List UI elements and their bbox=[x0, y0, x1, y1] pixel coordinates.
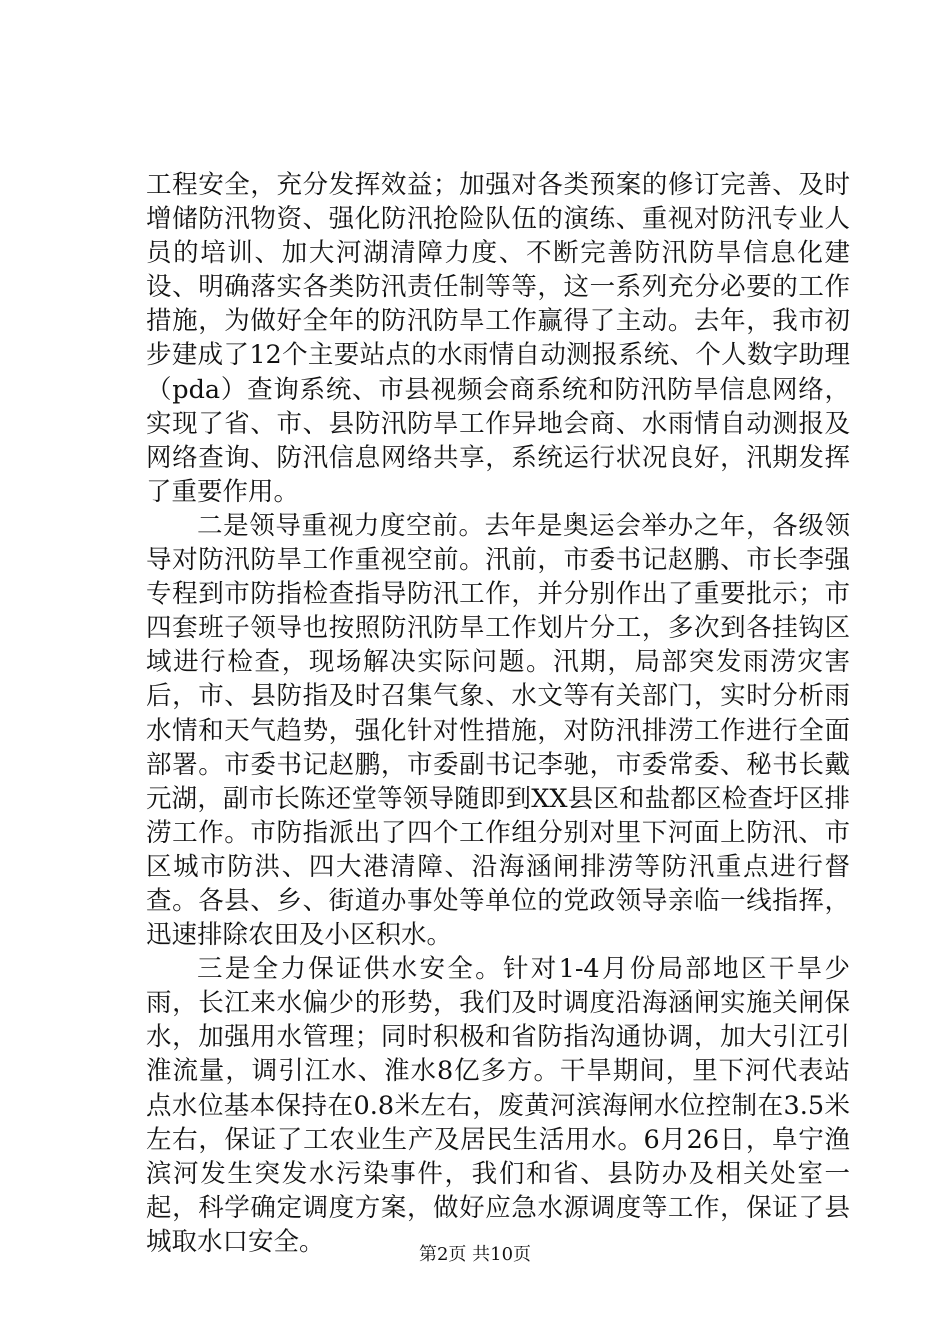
paragraph-continuation: 工程安全，充分发挥效益；加强对各类预案的修订完善、及时增储防汛物资、强化防汛抢险队伍的演练、重视对防汛专业人员的培训、加大河湖清障力度、不断完善防汛防旱信息化建设、明确落实各类防汛责任制等等，这一系列充分必要的工作措施，为做好全年的防汛防旱工作赢得了主动。去年，我市初步建成了12个主要站点的水雨情自动测报系统、个人数字助理（pda）查询系统、市县视频会商系统和防汛防旱信息网络，实现了省、市、县防汛防旱工作异地会商、水雨情自动测报及网络查询、防汛信息网络共享，系统运行状况良好，汛期发挥了重要作用。 bbox=[146, 170, 850, 507]
page-number-footer: 第2页 共10页 bbox=[418, 1244, 532, 1265]
paragraph-leadership: 二是领导重视力度空前。去年是奥运会举办之年，各级领导对防汛防旱工作重视空前。汛前，市委书记赵鹏、市长李强专程到市防指检查指导防汛工作，并分别作出了重要批示；市四套班子领导也按照防汛防旱工作划片分工，多次到各挂钩区域进行检查，现场解决实际问题。汛期，局部突发雨涝灾害后，市、县防指及时召集气象、水文等有关部门，实时分析雨水情和天气趋势，强化针对性措施，对防汛排涝工作进行全面部署。市委书记赵鹏，市委副书记李驰，市委常委、秘书长戴元湖，副市长陈还堂等领导随即到XX县区和盐都区检查圩区排涝工作。市防指派出了四个工作组分别对里下河面上防汛、市区城市防洪、四大港清障、沿海涵闸排涝等防汛重点进行督查。各县、乡、街道办事处等单位的党政领导亲临一线指挥，迅速排除农田及小区积水。 bbox=[146, 510, 850, 951]
paragraph-water-supply: 三是全力保证供水安全。针对1-4月份局部地区干旱少雨，长江来水偏少的形势，我们及时调度沿海涵闸实施关闸保水，加强用水管理；同时积极和省防指沟通协调，加大引江引淮流量，调引江水、淮水8亿多方。干旱期间，里下河代表站点水位基本保持在0.8米左右，废黄河滨海闸水位控制在3.5米左右，保证了工农业生产及居民生活用水。6月26日，阜宁渔滨河发生突发水污染事件，我们和省、县防办及相关处室一起，科学确定调度方案，做好应急水源调度等工作，保证了县城取水口安全。 bbox=[146, 954, 850, 1257]
document-body bbox=[146, 168, 850, 1259]
